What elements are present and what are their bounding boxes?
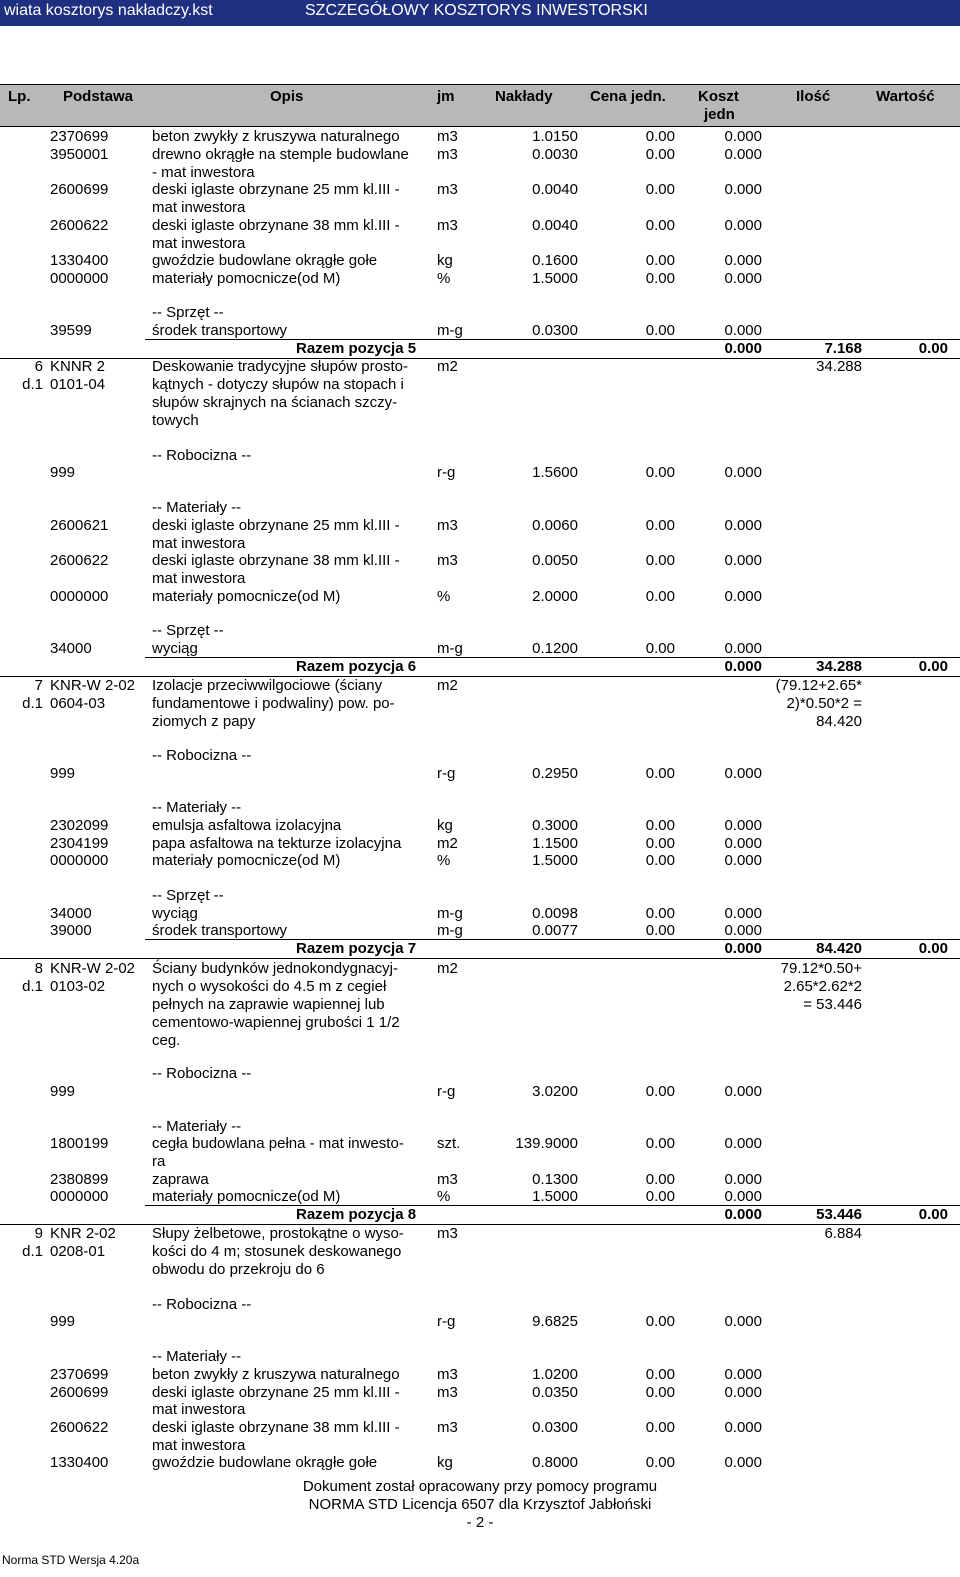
resource-unit: r-g	[437, 1083, 456, 1100]
resource-quantity: 0.1300	[532, 1171, 578, 1188]
col-cena: Cena jedn.	[590, 88, 666, 105]
resource-unit-cost: 0.000	[724, 517, 762, 534]
resource-code: 39599	[50, 322, 92, 339]
resource-unit-price: 0.00	[645, 1384, 675, 1401]
resource-unit-cost: 0.000	[724, 765, 762, 782]
resource-unit-cost: 0.000	[724, 588, 762, 605]
resource-unit-price: 0.00	[645, 588, 675, 605]
position-basis: 0604-03	[50, 695, 106, 712]
resource-unit-cost: 0.000	[724, 817, 762, 834]
resource-description: deski iglaste obrzynane 25 mm kl.III -	[152, 517, 400, 534]
position-description: cementowo-wapiennej grubości 1 1/2	[152, 1014, 400, 1031]
table-top-border	[0, 84, 960, 85]
footer-line-1: Dokument został opracowany przy pomocy programu	[302, 1478, 658, 1495]
software-version: Norma STD Wersja 4.20a	[2, 1553, 140, 1567]
resource-group-heading: -- Sprzęt --	[152, 887, 224, 904]
resource-unit-cost: 0.000	[724, 217, 762, 234]
resource-code: 2600622	[50, 1419, 109, 1436]
resource-unit-price: 0.00	[645, 181, 675, 198]
resource-unit-price: 0.00	[645, 252, 675, 269]
resource-quantity: 1.5000	[532, 270, 578, 287]
position-description: ziomych z papy	[152, 713, 256, 730]
resource-unit: m-g	[437, 640, 463, 657]
resource-description-continued: mat inwestora	[152, 235, 246, 252]
col-jm: jm	[437, 88, 455, 105]
resource-description-continued: mat inwestora	[152, 1401, 246, 1418]
resource-unit-cost: 0.000	[724, 322, 762, 339]
resource-code: 2600622	[50, 552, 109, 569]
resource-quantity: 1.5000	[532, 852, 578, 869]
resource-unit-cost: 0.000	[724, 922, 762, 939]
resource-unit: m3	[437, 517, 458, 534]
subtotal-quantity: 34.288	[816, 658, 862, 675]
resource-code: 999	[50, 765, 76, 782]
resource-code: 2380899	[50, 1171, 109, 1188]
position-description: Izolacje przeciwwilgociowe (ściany	[152, 677, 383, 694]
resource-quantity: 0.1200	[532, 640, 578, 657]
position-basis: 0101-04	[50, 376, 106, 393]
resource-unit-cost: 0.000	[724, 1384, 762, 1401]
resource-unit-price: 0.00	[645, 146, 675, 163]
resource-description: materiały pomocnicze(od M)	[152, 270, 341, 287]
resource-description: wyciąg	[152, 905, 198, 922]
resource-code: 2600621	[50, 517, 109, 534]
resource-quantity: 0.0077	[532, 922, 578, 939]
resource-unit-price: 0.00	[645, 1135, 675, 1152]
position-number: 9	[34, 1225, 43, 1242]
resource-description-continued: ra	[152, 1153, 166, 1170]
resource-quantity: 0.0098	[532, 905, 578, 922]
resource-unit: m3	[437, 146, 458, 163]
resource-description-continued: mat inwestora	[152, 570, 246, 587]
position-description: Deskowanie tradycyjne słupów prosto-	[152, 358, 408, 375]
resource-unit: m3	[437, 128, 458, 145]
resource-quantity: 0.0300	[532, 322, 578, 339]
resource-unit-price: 0.00	[645, 922, 675, 939]
col-koszt-jedn: jedn	[704, 106, 735, 123]
resource-unit-price: 0.00	[645, 270, 675, 287]
resource-code: 0000000	[50, 270, 109, 287]
subtotal-value: 0.00	[918, 1206, 948, 1223]
resource-unit-cost: 0.000	[724, 252, 762, 269]
resource-unit-cost: 0.000	[724, 270, 762, 287]
subtotal-value: 0.00	[918, 940, 948, 957]
resource-code: 2302099	[50, 817, 109, 834]
resource-unit-price: 0.00	[645, 1366, 675, 1383]
resource-quantity: 9.6825	[532, 1313, 578, 1330]
resource-unit-price: 0.00	[645, 1313, 675, 1330]
subtotal-cost: 0.000	[724, 340, 762, 357]
resource-unit-price: 0.00	[645, 817, 675, 834]
col-ilosc: Ilość	[796, 88, 831, 105]
resource-unit-cost: 0.000	[724, 552, 762, 569]
resource-description: beton zwykły z kruszywa naturalnego	[152, 1366, 400, 1383]
position-quantity: 2.65*2.62*2	[783, 978, 862, 995]
resource-code: 2304199	[50, 835, 109, 852]
resource-unit: m-g	[437, 905, 463, 922]
position-quantity: 6.884	[824, 1225, 862, 1242]
resource-description: deski iglaste obrzynane 25 mm kl.III -	[152, 181, 400, 198]
resource-code: 39000	[50, 922, 92, 939]
position-description: towych	[152, 412, 199, 429]
position-basis: 0103-02	[50, 978, 106, 995]
col-lp: Lp.	[8, 88, 31, 105]
resource-unit: %	[437, 270, 451, 287]
resource-quantity: 0.3000	[532, 817, 578, 834]
resource-description: deski iglaste obrzynane 25 mm kl.III -	[152, 1384, 400, 1401]
resource-description: emulsja asfaltowa izolacyjna	[152, 817, 342, 834]
resource-quantity: 3.0200	[532, 1083, 578, 1100]
resource-unit: m3	[437, 1419, 458, 1436]
position-description: słupów skrajnych na ścianach szczy-	[152, 394, 398, 411]
resource-unit-cost: 0.000	[724, 146, 762, 163]
resource-quantity: 1.0200	[532, 1366, 578, 1383]
col-naklady: Nakłady	[495, 88, 553, 105]
resource-unit-cost: 0.000	[724, 1188, 762, 1205]
resource-unit: m3	[437, 1384, 458, 1401]
resource-quantity: 1.5600	[532, 464, 578, 481]
position-separator	[0, 958, 960, 959]
position-quantity: 84.420	[816, 713, 862, 730]
resource-quantity: 0.0040	[532, 181, 578, 198]
resource-quantity: 0.0030	[532, 146, 578, 163]
resource-description: materiały pomocnicze(od M)	[152, 852, 341, 869]
resource-description: materiały pomocnicze(od M)	[152, 588, 341, 605]
resource-unit-cost: 0.000	[724, 464, 762, 481]
resource-quantity: 0.0300	[532, 1419, 578, 1436]
position-unit: m3	[437, 1225, 458, 1242]
resource-description: gwoździe budowlane okrągłe gołe	[152, 1454, 378, 1471]
resource-code: 1330400	[50, 1454, 109, 1471]
resource-description-continued: mat inwestora	[152, 1437, 246, 1454]
col-koszt: Koszt	[698, 88, 739, 105]
resource-group-heading: -- Materiały --	[152, 799, 242, 816]
subtotal-cost: 0.000	[724, 658, 762, 675]
subtotal-cost: 0.000	[724, 940, 762, 957]
resource-unit-cost: 0.000	[724, 181, 762, 198]
resource-quantity: 0.1600	[532, 252, 578, 269]
position-number: 7	[34, 677, 43, 694]
resource-unit-cost: 0.000	[724, 1171, 762, 1188]
table-header-border	[0, 126, 960, 127]
resource-unit: %	[437, 852, 451, 869]
resource-description: deski iglaste obrzynane 38 mm kl.III -	[152, 552, 400, 569]
resource-quantity: 0.0060	[532, 517, 578, 534]
resource-description: cegła budowlana pełna - mat inwesto-	[152, 1135, 404, 1152]
resource-code: 0000000	[50, 852, 109, 869]
position-number: 6	[34, 358, 43, 375]
resource-group-heading: -- Sprzęt --	[152, 622, 224, 639]
resource-description: zaprawa	[152, 1171, 209, 1188]
resource-unit-cost: 0.000	[724, 640, 762, 657]
resource-quantity: 0.0040	[532, 217, 578, 234]
resource-code: 34000	[50, 905, 92, 922]
resource-unit-price: 0.00	[645, 128, 675, 145]
resource-unit-price: 0.00	[645, 1083, 675, 1100]
position-quantity: 2)*0.50*2 =	[786, 695, 862, 712]
resource-code: 2370699	[50, 1366, 109, 1383]
resource-group-heading: -- Sprzęt --	[152, 304, 224, 321]
resource-quantity: 0.8000	[532, 1454, 578, 1471]
position-number: d.1	[22, 376, 43, 393]
position-description: Ściany budynków jednokondygnacyj-	[152, 960, 398, 977]
resource-description: gwoździe budowlane okrągłe gołe	[152, 252, 378, 269]
resource-unit: m2	[437, 835, 458, 852]
position-basis: KNR-W 2-02	[50, 677, 136, 694]
position-description: nych o wysokości do 4.5 m z cegieł	[152, 978, 387, 995]
resource-code: 999	[50, 464, 76, 481]
resource-unit-cost: 0.000	[724, 1454, 762, 1471]
subtotal-quantity: 84.420	[816, 940, 862, 957]
resource-code: 2370699	[50, 128, 109, 145]
position-quantity: 79.12*0.50+	[780, 960, 862, 977]
resource-unit-price: 0.00	[645, 835, 675, 852]
resource-description: papa asfaltowa na tekturze izolacyjna	[152, 835, 402, 852]
resource-unit-price: 0.00	[645, 552, 675, 569]
resource-unit-cost: 0.000	[724, 128, 762, 145]
resource-unit-price: 0.00	[645, 765, 675, 782]
resource-unit: kg	[437, 252, 453, 269]
subtotal-cost: 0.000	[724, 1206, 762, 1223]
resource-code: 1800199	[50, 1135, 109, 1152]
subtotal-label: Razem pozycja 5	[296, 340, 417, 357]
position-description: pełnych na zaprawie wapiennej lub	[152, 996, 385, 1013]
subtotal-quantity: 7.168	[824, 340, 862, 357]
resource-description: materiały pomocnicze(od M)	[152, 1188, 341, 1205]
position-quantity: (79.12+2.65*	[775, 677, 862, 694]
resource-group-heading: -- Materiały --	[152, 1348, 242, 1365]
resource-group-heading: -- Robocizna --	[152, 447, 252, 464]
resource-description-continued: - mat inwestora	[152, 164, 255, 181]
col-opis: Opis	[270, 88, 304, 105]
resource-quantity: 0.0350	[532, 1384, 578, 1401]
resource-code: 0000000	[50, 1188, 109, 1205]
file-name: wiata kosztorys nakładczy.kst	[4, 2, 213, 19]
resource-unit: r-g	[437, 765, 456, 782]
resource-code: 1330400	[50, 252, 109, 269]
resource-description-continued: mat inwestora	[152, 535, 246, 552]
resource-unit-price: 0.00	[645, 852, 675, 869]
resource-unit: r-g	[437, 464, 456, 481]
resource-unit: kg	[437, 817, 453, 834]
resource-code: 2600699	[50, 1384, 109, 1401]
resource-unit: %	[437, 588, 451, 605]
resource-unit-cost: 0.000	[724, 1419, 762, 1436]
resource-group-heading: -- Robocizna --	[152, 1296, 252, 1313]
resource-quantity: 0.2950	[532, 765, 578, 782]
position-quantity: = 53.446	[803, 996, 862, 1013]
resource-unit: m3	[437, 552, 458, 569]
position-basis: KNR 2-02	[50, 1225, 116, 1242]
subtotal-label: Razem pozycja 6	[296, 658, 417, 675]
position-number: d.1	[22, 978, 43, 995]
resource-description: deski iglaste obrzynane 38 mm kl.III -	[152, 217, 400, 234]
resource-unit-cost: 0.000	[724, 852, 762, 869]
resource-quantity: 1.1500	[532, 835, 578, 852]
footer-line-2: NORMA STD Licencja 6507 dla Krzysztof Jabłoński	[308, 1496, 652, 1513]
position-description: obwodu do przekroju do 6	[152, 1261, 325, 1278]
resource-description: deski iglaste obrzynane 38 mm kl.III -	[152, 1419, 400, 1436]
position-basis: KNNR 2	[50, 358, 106, 375]
resource-unit: szt.	[437, 1135, 461, 1152]
position-unit: m2	[437, 358, 458, 375]
resource-unit: m3	[437, 181, 458, 198]
resource-quantity: 2.0000	[532, 588, 578, 605]
position-number: 8	[34, 960, 43, 977]
resource-group-heading: -- Robocizna --	[152, 747, 252, 764]
resource-description: wyciąg	[152, 640, 198, 657]
position-number: d.1	[22, 695, 43, 712]
position-description: Słupy żelbetowe, prostokątne o wyso-	[152, 1225, 404, 1242]
position-separator	[0, 1224, 960, 1225]
resource-unit: m3	[437, 217, 458, 234]
resource-unit: m-g	[437, 922, 463, 939]
resource-unit-cost: 0.000	[724, 1083, 762, 1100]
resource-unit: kg	[437, 1454, 453, 1471]
position-basis: KNR-W 2-02	[50, 960, 136, 977]
resource-unit: m3	[437, 1366, 458, 1383]
resource-unit-cost: 0.000	[724, 1366, 762, 1383]
resource-code: 999	[50, 1083, 76, 1100]
resource-unit-price: 0.00	[645, 517, 675, 534]
resource-quantity: 1.0150	[532, 128, 578, 145]
resource-unit: m-g	[437, 322, 463, 339]
page-number: - 2 -	[466, 1514, 494, 1531]
resource-unit-price: 0.00	[645, 322, 675, 339]
resource-unit-cost: 0.000	[724, 835, 762, 852]
resource-description-continued: mat inwestora	[152, 199, 246, 216]
position-quantity: 34.288	[816, 358, 862, 375]
resource-unit: m3	[437, 1171, 458, 1188]
resource-unit-price: 0.00	[645, 1171, 675, 1188]
resource-group-heading: -- Materiały --	[152, 499, 242, 516]
resource-unit-cost: 0.000	[724, 1313, 762, 1330]
resource-unit-price: 0.00	[645, 217, 675, 234]
window-titlebar	[0, 0, 960, 26]
position-unit: m2	[437, 960, 458, 977]
resource-code: 34000	[50, 640, 92, 657]
resource-description: drewno okrągłe na stemple budowlane	[152, 146, 409, 163]
resource-unit-cost: 0.000	[724, 905, 762, 922]
position-description: fundamentowe i podwaliny) pow. po-	[152, 695, 395, 712]
resource-quantity: 139.9000	[515, 1135, 578, 1152]
subtotal-label: Razem pozycja 7	[296, 940, 417, 957]
resource-unit-price: 0.00	[645, 464, 675, 481]
resource-description: beton zwykły z kruszywa naturalnego	[152, 128, 400, 145]
resource-quantity: 0.0050	[532, 552, 578, 569]
resource-code: 2600699	[50, 181, 109, 198]
document-title: SZCZEGÓŁOWY KOSZTORYS INWESTORSKI	[305, 2, 648, 19]
col-wartosc: Wartość	[876, 88, 935, 105]
resource-code: 0000000	[50, 588, 109, 605]
resource-code: 3950001	[50, 146, 109, 163]
position-description: ceg.	[152, 1032, 181, 1049]
subtotal-label: Razem pozycja 8	[296, 1206, 417, 1223]
resource-unit: %	[437, 1188, 451, 1205]
position-number: d.1	[22, 1243, 43, 1260]
resource-group-heading: -- Materiały --	[152, 1118, 242, 1135]
resource-quantity: 1.5000	[532, 1188, 578, 1205]
resource-unit: r-g	[437, 1313, 456, 1330]
position-unit: m2	[437, 677, 458, 694]
resource-group-heading: -- Robocizna --	[152, 1065, 252, 1082]
subtotal-quantity: 53.446	[816, 1206, 862, 1223]
col-podstawa: Podstawa	[63, 88, 134, 105]
resource-unit-price: 0.00	[645, 1188, 675, 1205]
resource-description: środek transportowy	[152, 322, 288, 339]
resource-code: 2600622	[50, 217, 109, 234]
subtotal-value: 0.00	[918, 340, 948, 357]
resource-unit-price: 0.00	[645, 1454, 675, 1471]
resource-unit-price: 0.00	[645, 905, 675, 922]
resource-description: środek transportowy	[152, 922, 288, 939]
resource-unit-cost: 0.000	[724, 1135, 762, 1152]
subtotal-value: 0.00	[918, 658, 948, 675]
resource-code: 999	[50, 1313, 76, 1330]
table-header	[0, 84, 960, 126]
resource-unit-price: 0.00	[645, 1419, 675, 1436]
resource-unit-price: 0.00	[645, 640, 675, 657]
position-description: kości do 4 m; stosunek deskowanego	[152, 1243, 402, 1260]
position-basis: 0208-01	[50, 1243, 106, 1260]
position-description: kątnych - dotyczy słupów na stopach i	[152, 376, 404, 393]
